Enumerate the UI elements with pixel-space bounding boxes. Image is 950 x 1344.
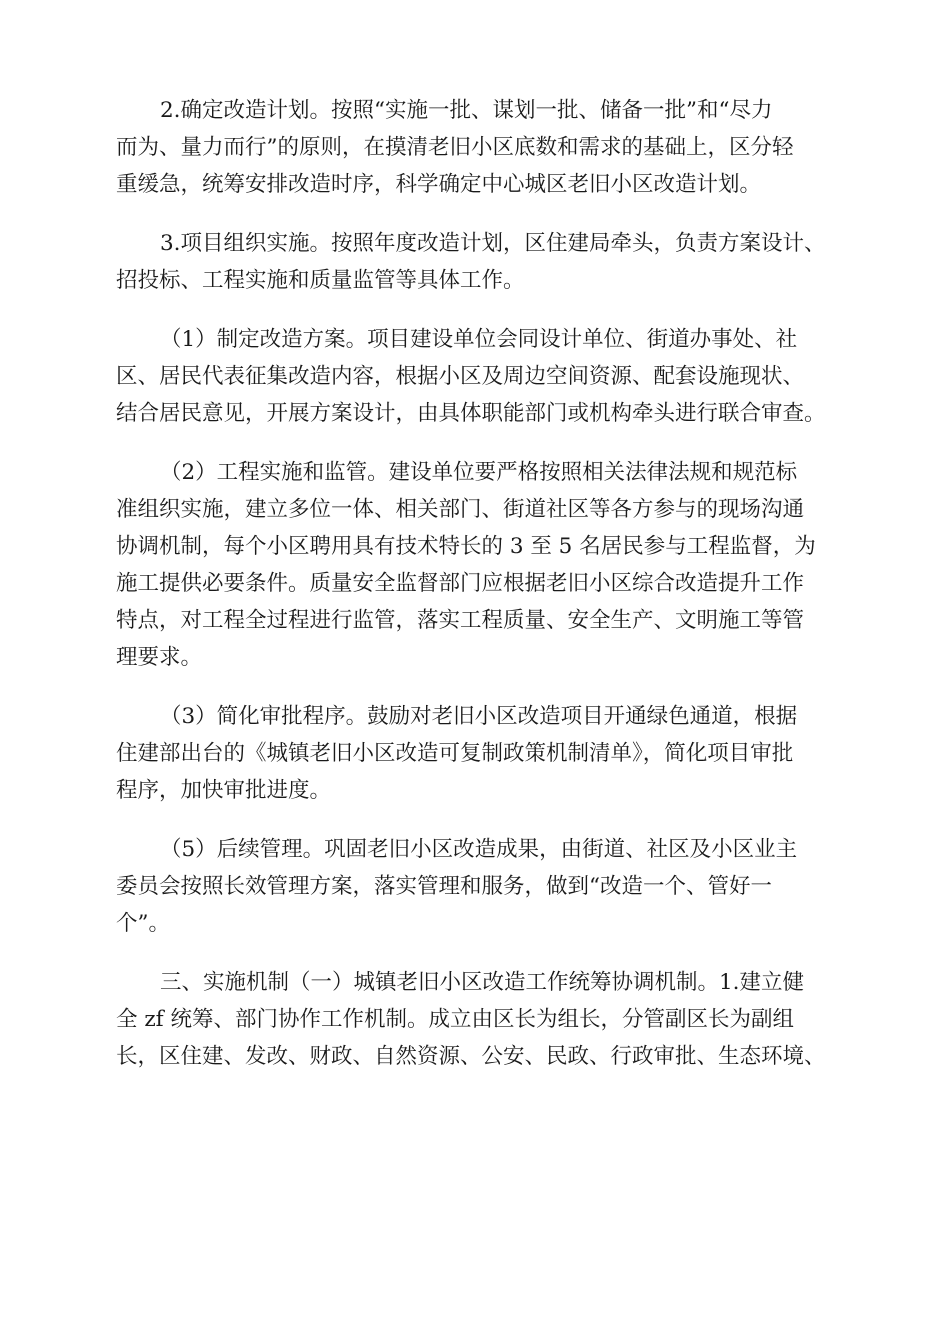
text-line: 个”。 [116,911,170,936]
text-line: 准组织实施，建立多位一体、相关部门、街道社区等各方参与的现场沟通 [116,497,805,522]
paragraph-mechanism [116,964,846,1075]
text-line: 委员会按照长效管理方案，落实管理和服务，做到“改造一个、管好一 [116,874,772,899]
text-line: 而为、量力而行”的原则，在摸清老旧小区底数和需求的基础上，区分轻 [116,135,794,160]
text-line: 招投标、工程实施和质量监管等具体工作。 [116,268,525,293]
text-line: 特点，对工程全过程进行监管，落实工程质量、安全生产、文明施工等管 [116,608,805,633]
text-line: 重缓急，统筹安排改造时序，科学确定中心城区老旧小区改造计划。 [116,172,762,197]
paragraph-plan [116,92,846,203]
text-line: 结合居民意见，开展方案设计，由具体职能部门或机构牵头进行联合审查。 [116,401,826,426]
text-line: 程序，加快审批进度。 [116,778,332,803]
text-line: 理要求。 [116,645,203,670]
text-line: 施工提供必要条件。质量安全监督部门应根据老旧小区综合改造提升工作 [116,571,805,596]
paragraph-approval [116,698,846,809]
text-line: 长，区住建、发改、财政、自然资源、公安、民政、行政审批、生态环境、 [116,1044,826,1069]
document-body [116,92,846,1075]
paragraph-scheme [116,321,846,432]
text-line: （5）后续管理。巩固老旧小区改造成果，由街道、社区及小区业主 [160,837,798,862]
text-line: 2.确定改造计划。按照“实施一批、谋划一批、储备一批”和“尽力 [160,98,773,123]
text-line: 区、居民代表征集改造内容，根据小区及周边空间资源、配套设施现状、 [116,364,805,389]
paragraph-supervision [116,454,846,676]
text-line: 三、实施机制（一）城镇老旧小区改造工作统筹协调机制。1.建立健 [160,970,805,995]
text-line: 3.项目组织实施。按照年度改造计划，区住建局牵头，负责方案设计、 [160,231,826,256]
text-line: 协调机制，每个小区聘用具有技术特长的 3 至 5 名居民参与工程监督，为 [116,534,816,559]
text-line: 全 zf 统筹、部门协作工作机制。成立由区长为组长，分管副区长为副组 [116,1007,794,1032]
text-line: （2）工程实施和监管。建设单位要严格按照相关法律法规和规范标 [160,460,798,485]
paragraph-implementation [116,225,846,299]
text-line: （3）简化审批程序。鼓励对老旧小区改造项目开通绿色通道，根据 [160,704,798,729]
text-line: 住建部出台的《城镇老旧小区改造可复制政策机制清单》，简化项目审批 [116,741,794,766]
text-line: （1）制定改造方案。项目建设单位会同设计单位、街道办事处、社 [160,327,798,352]
paragraph-management [116,831,846,942]
